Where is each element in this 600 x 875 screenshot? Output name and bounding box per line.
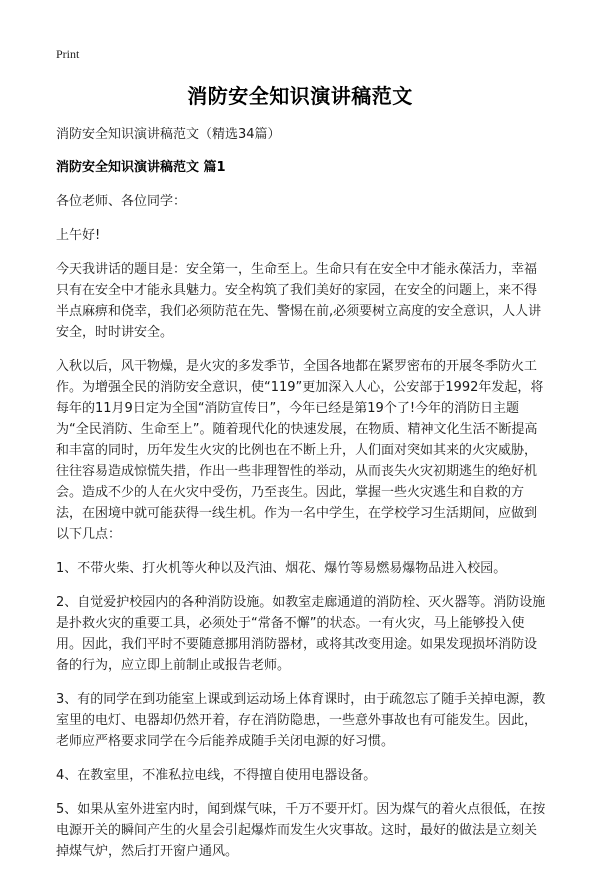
list-item: 3、有的同学在到功能室上课或到运动场上体育课时，由于疏忽忘了随手关掉电源，教室里的电灯、电器却仍然开着，存在消防隐患，一些意外事故也有可能发生。因此，老师应严格要求同学在今后能养成随手关闭电源的好习惯。 (56, 692, 546, 749)
paragraph-intro: 今天我讲话的题目是：安全第一，生命至上。生命只有在安全中才能永葆活力，幸福只有在安全中才能永具魅力。安全构筑了我们美好的家园，在安全的问题上，来不得半点麻痹和侥幸，我们必须防范在先、警惕在前,必须要树立高度的安全意识，人人讲安全，时时讲安全。 (56, 262, 542, 340)
greeting: 各位老师、各位同学： (56, 194, 187, 209)
print-link[interactable]: Print (56, 47, 80, 61)
list-item: 4、在教室里，不准私拉电线，不得擅自使用电器设备。 (56, 768, 377, 783)
paragraph-background: 入秋以后，风干物燥，是火灾的多发季节，全国各地都在紧罗密布的开展冬季防火工作。为增强全民的消防安全意识，使“119”更加深入人心，公安部于1992年发起，将每年的11月9日定为全国“消防宣传日”，今年已经是第19个了!今年的消防日主题为“全民消防、生命至上”。随着现代化的快速发展，在物质、精神文化生活不断提高和丰富的同时，历年发生火灾的比例也在不断上升，人们面对突如其来的火灾威胁，往往容易造成惊慌失措，作出一些非理智性的举动，从而丧失火灾初期逃生的绝好机会。造成不少的人在火灾中受伤，乃至丧生。因此，掌握一些火灾逃生和自救的方法，在困境中就可能获得一线生机。作为一名中学生，在学校学习生活期间，应做到以下几点： (56, 359, 544, 542)
document-body (56, 124, 546, 875)
list-item: 2、自觉爱护校园内的各种消防设施。如教室走廊通道的消防栓、灭火器等。消防设施是扑救火灾的重要工具，必须处于“常备不懈”的状态。一有火灾，马上能够投入使用。因此，我们平时不要随意挪用消防器材，或将其改变用途。如果发现损坏消防设备的行为，应立即上前制止或报告老师。 (56, 595, 546, 673)
section-heading: 消防安全知识演讲稿范文 篇1 (56, 160, 226, 175)
list-item: 1、不带火柴、打火机等火种以及汽油、烟花、爆竹等易燃易爆物品进入校园。 (56, 561, 507, 576)
page-title: 消防安全知识演讲稿范文 (187, 84, 413, 108)
salutation: 上午好! (56, 228, 101, 243)
document-subtitle: 消防安全知识演讲稿范文（精选34篇） (56, 127, 281, 142)
list-item: 5、如果从室外进室内时，闻到煤气味，千万不要开灯。因为煤气的着火点很低，在按电源开关的瞬间产生的火星会引起爆炸而发生火灾事故。这时，最好的做法是立刻关掉煤气炉，然后打开窗户通风。 (56, 802, 546, 859)
